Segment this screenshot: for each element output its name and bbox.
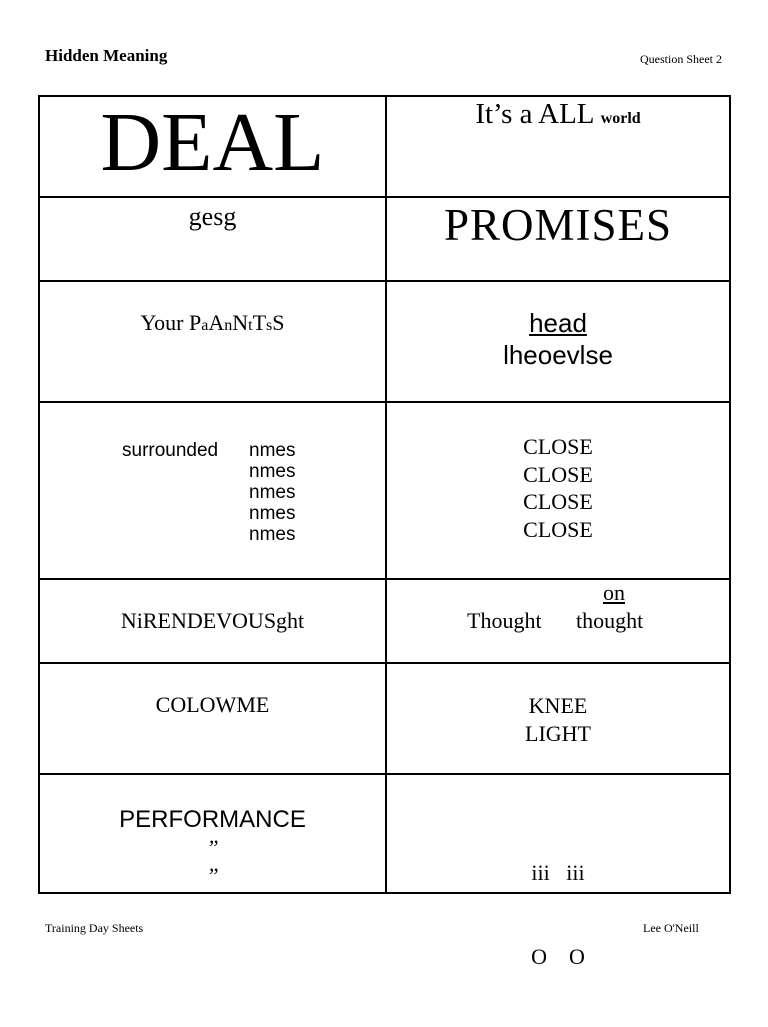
puzzle-text-nmes: nmes xyxy=(249,482,296,503)
puzzle-cell-deal xyxy=(39,96,386,197)
puzzle-row xyxy=(39,281,730,402)
puzzle-cell-thought xyxy=(386,579,730,663)
puzzle-knee-light-stack xyxy=(387,692,729,748)
puzzle-text-thought-1: Thought xyxy=(467,608,542,633)
puzzle-text-deal: DEAL xyxy=(100,96,325,189)
puzzle-cell-pants xyxy=(39,281,386,402)
puzzle-cell-knee-light xyxy=(386,663,730,774)
text-part: s xyxy=(266,317,273,334)
puzzle-text-thought-2: thought xyxy=(576,608,644,633)
puzzle-row xyxy=(39,663,730,774)
puzzle-text-head: head xyxy=(529,308,587,338)
puzzle-text-main: It’s a ALL xyxy=(475,98,601,130)
puzzle-text-gesg: gesg xyxy=(188,202,237,231)
puzzle-text-surrounded: surrounded xyxy=(122,440,219,461)
text-part: n xyxy=(224,317,233,334)
puzzle-cell-close xyxy=(386,402,730,579)
puzzle-text-promises: PROMISES xyxy=(443,200,673,250)
puzzle-text-on: on xyxy=(603,580,625,605)
puzzle-text-small-world xyxy=(387,99,729,131)
puzzle-text-oo: O O xyxy=(531,944,585,969)
puzzle-text-iii: iii iii xyxy=(531,860,585,885)
footer-left: Training Day Sheets xyxy=(45,921,144,935)
sheet-title: Hidden Meaning xyxy=(45,46,168,65)
puzzle-text-performance: PERFORMANCE xyxy=(119,806,306,833)
puzzle-close-stack xyxy=(387,433,729,543)
text-part: S xyxy=(272,310,285,335)
text-part: A xyxy=(208,310,225,335)
puzzle-text-nmes: nmes xyxy=(249,461,296,482)
text-part: N xyxy=(232,310,249,335)
puzzle-text-nmes: nmes xyxy=(249,503,296,524)
puzzle-cell-surrounded xyxy=(39,402,386,579)
sheet-number: Question Sheet 2 xyxy=(640,52,722,66)
puzzle-text-pants xyxy=(40,310,385,336)
puzzle-text-nmes: nmes xyxy=(249,440,296,461)
puzzle-text-nirendevousght: NiRENDEVOUSght xyxy=(120,608,305,633)
puzzle-cell-promises xyxy=(386,197,730,281)
puzzle-text-close: CLOSE xyxy=(523,489,593,514)
text-part: T xyxy=(252,310,267,335)
puzzle-row xyxy=(39,579,730,663)
puzzle-text-close: CLOSE xyxy=(523,516,593,542)
puzzle-row xyxy=(39,96,730,197)
text-part: t xyxy=(248,317,253,334)
puzzle-text-small: world xyxy=(600,110,641,127)
puzzle-row xyxy=(39,402,730,579)
puzzle-text-colowme: COLOWME xyxy=(155,692,270,717)
footer-author: Lee O'Neill xyxy=(643,921,699,935)
puzzle-nmes-column xyxy=(249,440,295,545)
puzzle-text-knee: KNEE xyxy=(528,693,588,718)
puzzle-cell-performance xyxy=(39,774,386,893)
puzzle-text-close: CLOSE xyxy=(523,434,593,459)
puzzle-text-lheoevlse: lheoevlse xyxy=(503,340,613,370)
puzzle-text-close: CLOSE xyxy=(523,461,593,487)
puzzle-iii-stack xyxy=(387,803,729,1027)
puzzle-cell-small-world xyxy=(386,96,730,197)
text-part: a xyxy=(201,317,209,334)
puzzle-row xyxy=(39,774,730,893)
puzzle-cell-head-over-heels xyxy=(386,281,730,402)
puzzle-row xyxy=(39,197,730,281)
puzzle-text-ditto: ” xyxy=(206,863,219,888)
puzzle-text-promises-clip xyxy=(387,200,729,250)
text-part: Your P xyxy=(140,310,202,335)
puzzle-text-ditto: ” xyxy=(206,835,219,860)
puzzle-cell-rendezvous xyxy=(39,579,386,663)
puzzle-cell-gesg xyxy=(39,197,386,281)
puzzle-cell-colowme xyxy=(39,663,386,774)
puzzle-text-light: LIGHT xyxy=(525,721,591,746)
puzzle-text-nmes: nmes xyxy=(249,524,296,545)
